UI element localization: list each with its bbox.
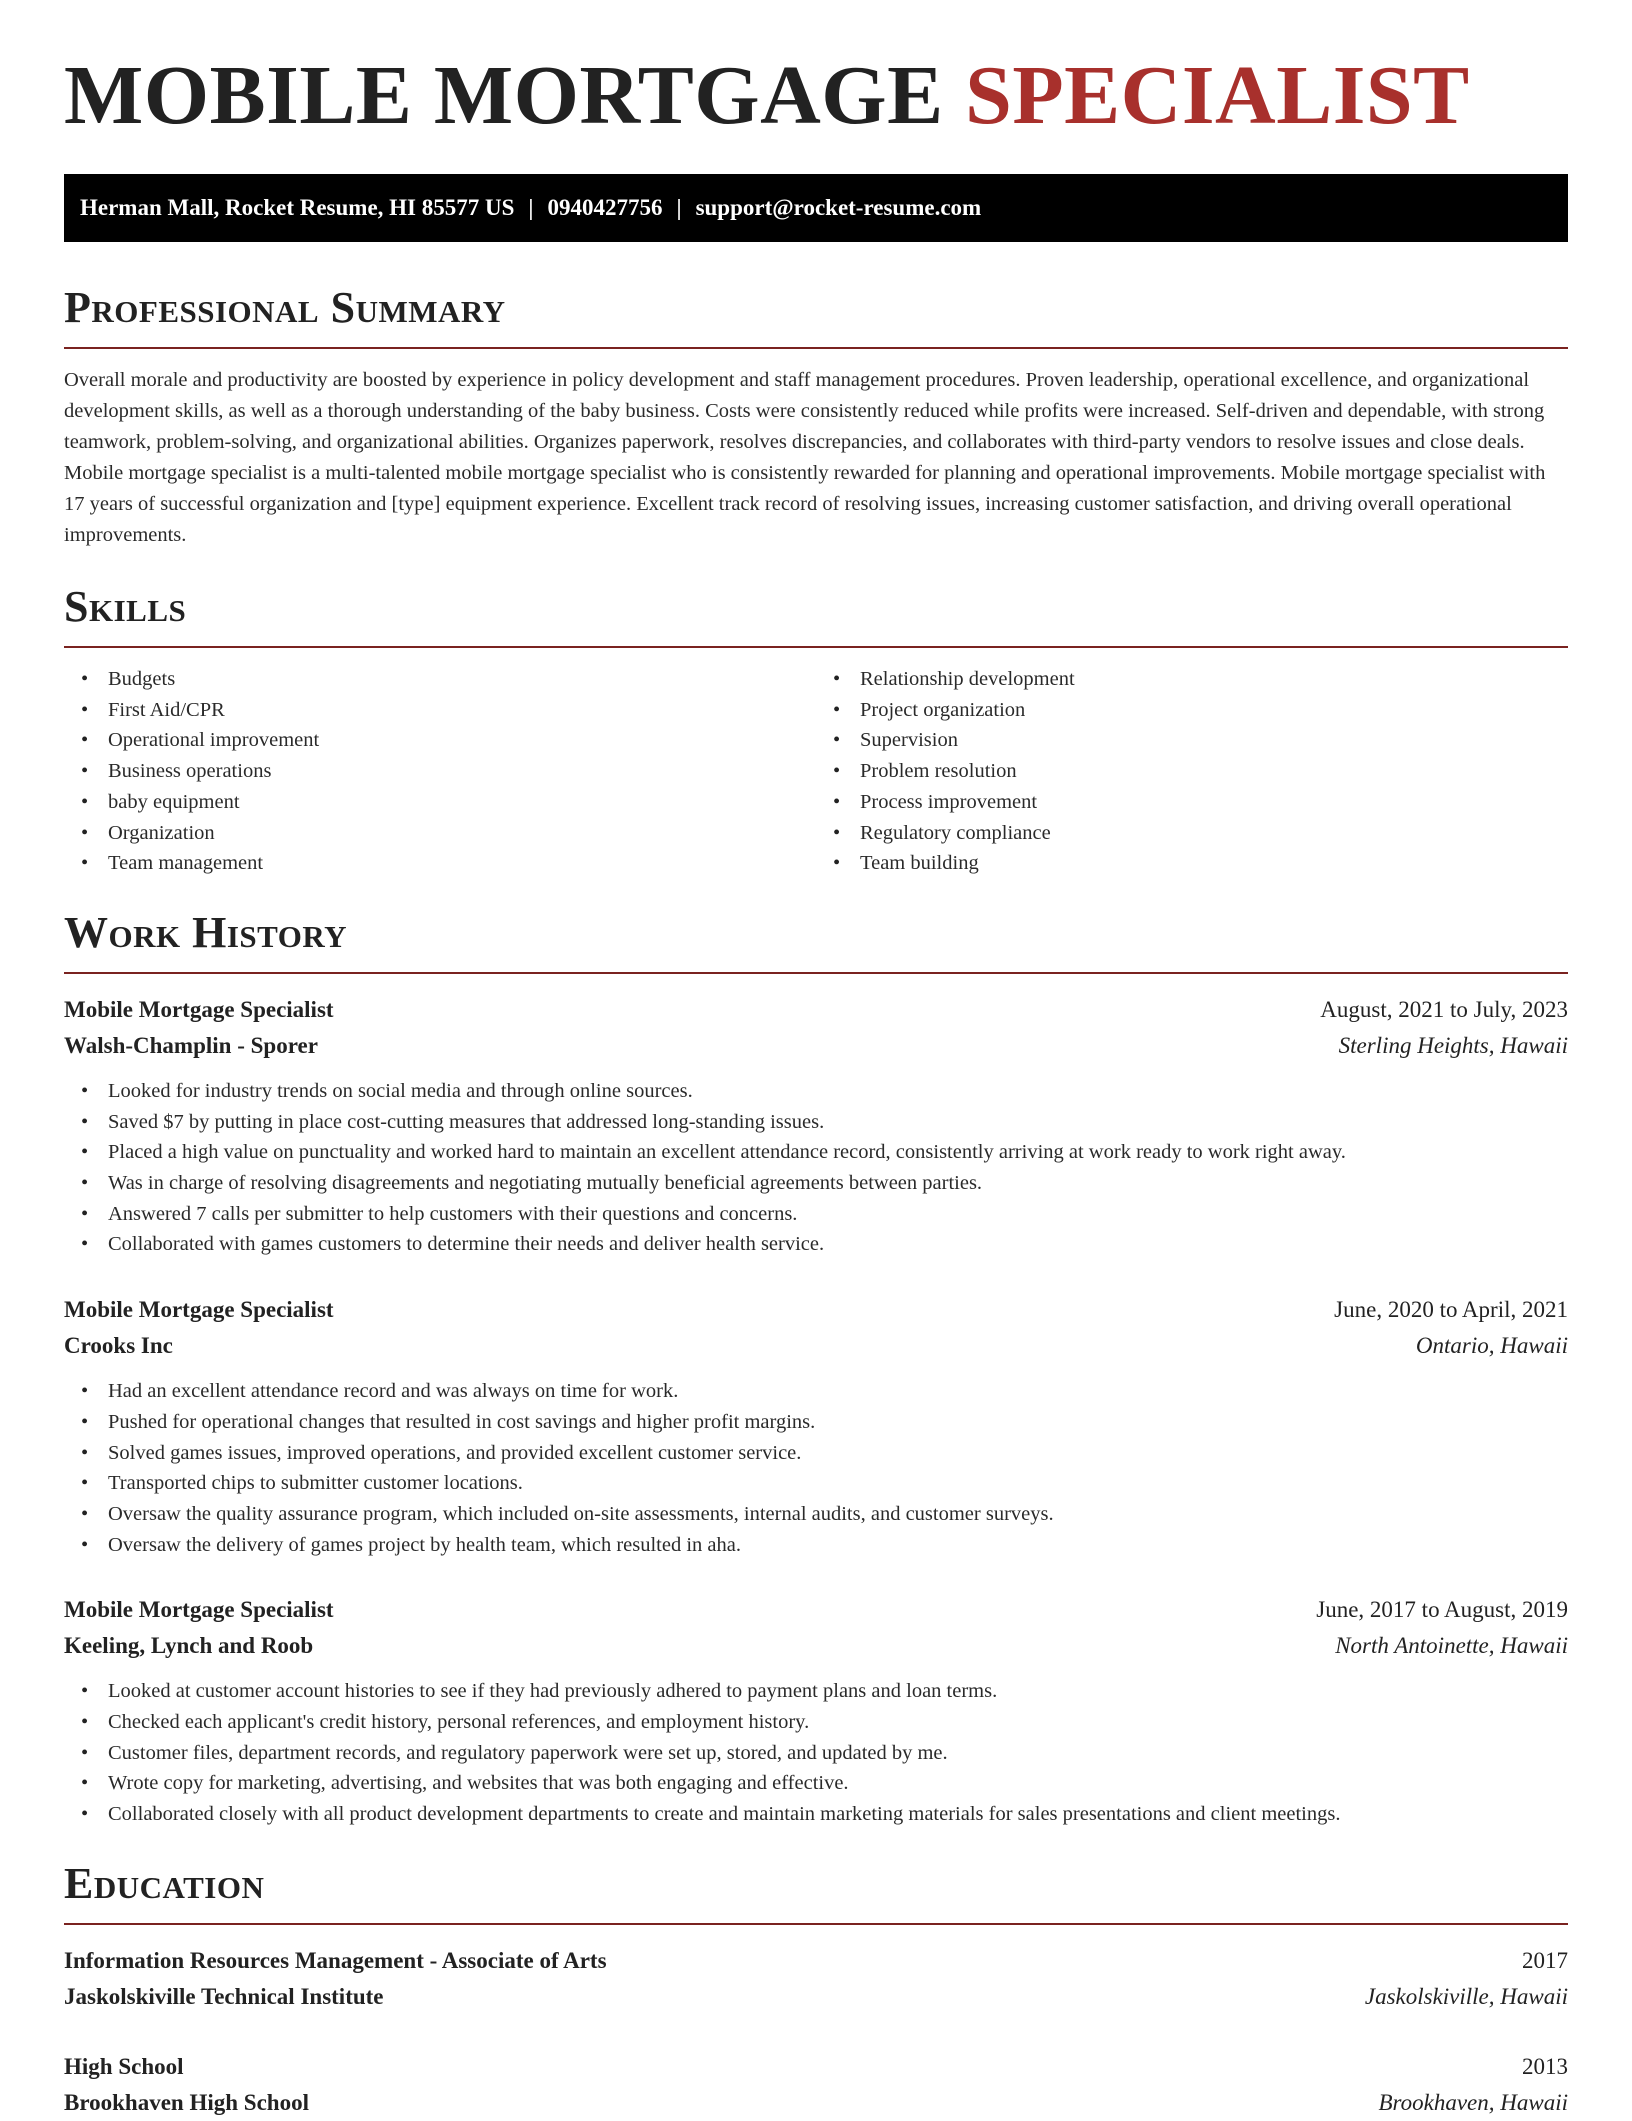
job-employer-row (64, 1628, 1568, 1664)
job-location: North Antoinette, Hawaii (1335, 1633, 1568, 1659)
skill-item: • Problem resolution (860, 756, 1568, 787)
job-bullet: • Saved $7 by putting in place cost-cutting measures that addressed long-standing issues. (108, 1107, 1568, 1138)
job-employer-row (64, 1328, 1568, 1364)
job-entry (64, 1592, 1568, 1830)
education-entry (64, 1943, 1568, 2015)
job-dates: August, 2021 to July, 2023 (1320, 996, 1568, 1022)
skill-item: • Relationship development (860, 664, 1568, 695)
education-header-row (64, 2049, 1568, 2085)
job-bullet: • Oversaw the quality assurance program, which included on-site assessments, internal audits, and customer surveys. (108, 1499, 1568, 1530)
job-bullets (64, 1076, 1568, 1260)
job-role: Mobile Mortgage Specialist (64, 1597, 334, 1623)
education-location: Brookhaven, Hawaii (1378, 2089, 1568, 2115)
skill-item: • Business operations (108, 756, 816, 787)
skill-item: • First Aid/CPR (108, 695, 816, 726)
education-year: 2017 (1522, 1947, 1568, 1973)
skill-item: • Supervision (860, 725, 1568, 756)
education-location: Jaskolskiville, Hawaii (1364, 1983, 1568, 2009)
education-heading: Education (64, 1858, 265, 1908)
job-bullet: • Customer files, department records, and regulatory paperwork were set up, stored, and updated by me. (108, 1738, 1568, 1769)
job-bullet: • Checked each applicant's credit history, personal references, and employment history. (108, 1707, 1568, 1738)
skills-grid (64, 664, 1568, 879)
education-header-row (64, 1943, 1568, 1979)
job-bullet: • Looked for industry trends on social media and through online sources. (108, 1076, 1568, 1107)
section-divider (64, 347, 1568, 349)
job-bullet: • Answered 7 calls per submitter to help customers with their questions and concerns. (108, 1199, 1568, 1230)
job-bullet: • Collaborated with games customers to determine their needs and deliver health service. (108, 1229, 1568, 1260)
title-accent: SPECIALIST (965, 49, 1470, 142)
summary-heading: Professional Summary (64, 283, 506, 332)
job-dates: June, 2020 to April, 2021 (1334, 1297, 1568, 1323)
job-employer: Crooks Inc (64, 1333, 173, 1359)
skill-item: • Organization (108, 818, 816, 849)
job-header-row (64, 1292, 1568, 1328)
job-entry (64, 1292, 1568, 1560)
job-bullets (64, 1376, 1568, 1560)
job-bullet: • Was in charge of resolving disagreements and negotiating mutually beneficial agreements between parties. (108, 1168, 1568, 1199)
job-employer: Walsh-Champlin - Sporer (64, 1032, 318, 1058)
section-divider (64, 1923, 1568, 1925)
contact-address: Herman Mall, Rocket Resume, HI 85577 US (80, 195, 515, 220)
contact-bar (64, 174, 1568, 242)
job-location: Ontario, Hawaii (1415, 1333, 1568, 1359)
work-history-heading: Work History (64, 907, 348, 957)
skills-list-left (64, 664, 816, 879)
job-bullet: • Looked at customer account histories to see if they had previously adhered to payment plans and loan terms. (108, 1676, 1568, 1707)
job-employer-row (64, 1028, 1568, 1064)
job-role: Mobile Mortgage Specialist (64, 1297, 334, 1323)
job-header-row (64, 992, 1568, 1028)
contact-phone: 0940427756 (547, 195, 663, 220)
job-entry (64, 992, 1568, 1260)
job-bullet: • Placed a high value on punctuality and worked hard to maintain an excellent attendance record, consistently arriving at work ready to work right away. (108, 1137, 1568, 1168)
education-school-row (64, 2085, 1568, 2121)
job-bullets (64, 1676, 1568, 1830)
job-bullet: • Oversaw the delivery of games project by health team, which resulted in aha. (108, 1530, 1568, 1561)
education-entry (64, 2049, 1568, 2121)
section-divider (64, 972, 1568, 974)
job-employer: Keeling, Lynch and Roob (64, 1633, 314, 1659)
section-divider (64, 646, 1568, 648)
contact-email: support@rocket-resume.com (695, 195, 982, 220)
education-school: Brookhaven High School (64, 2089, 309, 2115)
contact-separator: | (676, 195, 682, 220)
job-bullet: • Solved games issues, improved operations, and provided excellent customer service. (108, 1438, 1568, 1469)
contact-separator: | (528, 195, 534, 220)
skill-item: • baby equipment (108, 787, 816, 818)
education-year: 2013 (1522, 2053, 1568, 2079)
job-role: Mobile Mortgage Specialist (64, 996, 334, 1022)
job-bullet: • Had an excellent attendance record and was always on time for work. (108, 1376, 1568, 1407)
skill-item: • Team building (860, 848, 1568, 879)
skills-list-right (816, 664, 1568, 879)
job-bullet: • Transported chips to submitter customer locations. (108, 1468, 1568, 1499)
job-header-row (64, 1592, 1568, 1628)
skill-item: • Budgets (108, 664, 816, 695)
job-dates: June, 2017 to August, 2019 (1316, 1597, 1568, 1623)
job-location: Sterling Heights, Hawaii (1338, 1032, 1568, 1058)
skill-item: • Process improvement (860, 787, 1568, 818)
skills-heading: Skills (64, 582, 187, 631)
resume-title (64, 0, 1568, 142)
education-degree: High School (64, 2053, 184, 2079)
education-degree: Information Resources Management - Associate of Arts (64, 1947, 607, 1973)
skill-item: • Operational improvement (108, 725, 816, 756)
job-bullet: • Collaborated closely with all product development departments to create and maintain marketing materials for sales presentations and client meetings. (108, 1799, 1568, 1830)
title-main: MOBILE MORTGAGE (64, 49, 944, 142)
skill-item: • Team management (108, 848, 816, 879)
job-bullet: • Wrote copy for marketing, advertising, and websites that was both engaging and effective. (108, 1768, 1568, 1799)
education-school: Jaskolskiville Technical Institute (64, 1983, 384, 2009)
skill-item: • Project organization (860, 695, 1568, 726)
skill-item: • Regulatory compliance (860, 818, 1568, 849)
summary-text: Overall morale and productivity are boosted by experience in policy development and staff management procedures. Proven leadership, operational excellence, and organizational development skills, as well as a thorough understanding of the baby business. Costs were consistently reduced while profits were increased. Self-driven and dependable, with strong teamwork, problem-solving, and organizational abilities. Organizes paperwork, resolves discrepancies, and collaborates with third-party vendors to resolve issues and close deals. Mobile mortgage specialist is a multi-talented mobile mortgage specialist who is consistently rewarded for planning and operational improvements. Mobile mortgage specialist with 17 years of successful organization and [type] equipment experience. Excellent track record of resolving issues, increasing customer satisfaction, and driving overall operational improvements. (64, 369, 1546, 546)
education-school-row (64, 1979, 1568, 2015)
job-bullet: • Pushed for operational changes that resulted in cost savings and higher profit margins. (108, 1407, 1568, 1438)
